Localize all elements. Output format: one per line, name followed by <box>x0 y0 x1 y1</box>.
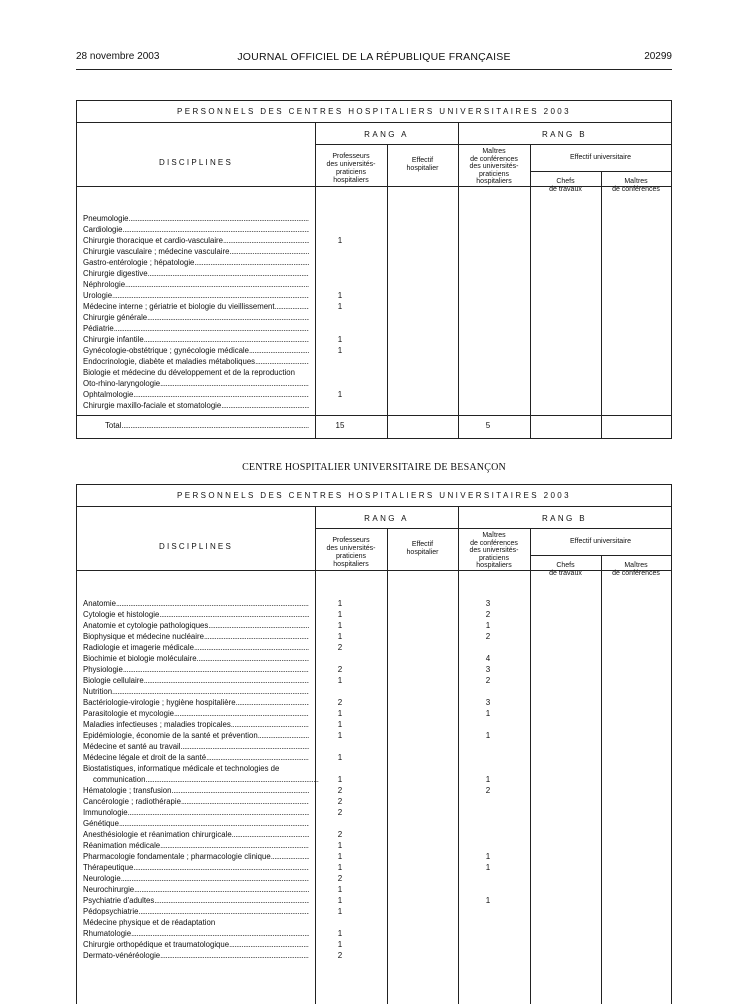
discipline-label: Nutrition ..... <box>83 686 309 697</box>
chefs-header-line: Chefs <box>556 562 575 569</box>
maitres-conf-header <box>601 562 671 578</box>
rang-a-value: 1 <box>337 621 343 630</box>
table-row <box>83 345 663 356</box>
discipline-label: Anatomie ..... <box>83 598 309 609</box>
rang-a-value: 1 <box>337 335 343 344</box>
rang-a-value: 2 <box>337 874 343 883</box>
disciplines-header: DISCIPLINES <box>159 158 233 167</box>
table-row <box>83 312 663 323</box>
rang-a-value: 2 <box>337 951 343 960</box>
discipline-label: Immunologie ..... <box>83 807 309 818</box>
table-row <box>83 796 663 807</box>
discipline-label: Parasitologie et mycologie ..... <box>83 708 309 719</box>
professeurs-header-line: Professeurs <box>332 153 370 160</box>
discipline-label: Chirurgie digestive ..... <box>83 268 309 279</box>
table-row <box>83 774 663 785</box>
maitres-conf-header-line: de conférences <box>612 186 660 193</box>
rang-rule <box>315 144 671 145</box>
discipline-label: Génétique ..... <box>83 818 309 829</box>
rang-a-value: 1 <box>337 852 343 861</box>
effectif-hospitalier-header-line: Effectif <box>411 157 434 164</box>
discipline-label: communication ..... <box>93 774 319 785</box>
rang-a-value: 1 <box>337 709 343 718</box>
table-row <box>83 895 663 906</box>
discipline-label: Psychiatrie d'adultes ..... <box>83 895 309 906</box>
rang-a-value: 1 <box>337 610 343 619</box>
table-row <box>83 664 663 675</box>
professeurs-header-line: Professeurs <box>332 537 370 544</box>
journal-title: JOURNAL OFFICIEL DE LA RÉPUBLIQUE FRANÇAISE <box>237 51 511 63</box>
table-row <box>83 884 663 895</box>
rang-b-value: 1 <box>485 863 491 872</box>
table-row <box>83 323 663 334</box>
maitres-header-line: hospitaliers <box>476 562 512 569</box>
table-title: PERSONNELS DES CENTRES HOSPITALIERS UNIVERSITAIRES 2003 <box>77 485 671 507</box>
discipline-label: Médecine physique et de réadaptation <box>83 918 216 927</box>
discipline-label: Biochimie et biologie moléculaire ..... <box>83 653 309 664</box>
table-row <box>83 367 663 378</box>
rang-a-value: 1 <box>337 390 343 399</box>
discipline-label: Bactériologie-virologie ; hygiène hospitalière ..... <box>83 697 309 708</box>
discipline-label: Ophtalmologie ..... <box>83 389 309 400</box>
disciplines-header: DISCIPLINES <box>159 542 233 551</box>
discipline-label: Biologie et médecine du développement et de la reproduction <box>83 368 295 377</box>
discipline-label: Rhumatologie ..... <box>83 928 309 939</box>
table-row <box>83 620 663 631</box>
rang-a-value: 1 <box>337 632 343 641</box>
discipline-label: Neurologie ..... <box>83 873 309 884</box>
rang-a-value: 2 <box>337 830 343 839</box>
rang-a-value: 1 <box>337 753 343 762</box>
maitres-header-line: praticiens <box>479 170 509 178</box>
discipline-label: Cardiologie ..... <box>83 224 309 235</box>
discipline-label: Radiologie et imagerie médicale ..... <box>83 642 309 653</box>
table-title: PERSONNELS DES CENTRES HOSPITALIERS UNIVERSITAIRES 2003 <box>77 101 671 123</box>
effectif-universitaire-header: Effectif universitaire <box>570 538 631 545</box>
rang-a-value: 2 <box>337 797 343 806</box>
rang-a-value: 1 <box>337 863 343 872</box>
table-chu-besancon <box>76 484 672 1004</box>
effectif-hospitalier-header-line: hospitalier <box>406 165 439 172</box>
table-row <box>83 257 663 268</box>
maitres-header-line: Maîtres <box>482 532 506 539</box>
rang-a-value: 1 <box>337 940 343 949</box>
table-row <box>83 686 663 697</box>
discipline-label: Biostatistiques, informatique médicale et technologies de <box>83 764 280 773</box>
table-row <box>83 301 663 312</box>
discipline-label: Chirurgie générale ..... <box>83 312 309 323</box>
discipline-label: Physiologie ..... <box>83 664 309 675</box>
maitres-header-line: hospitaliers <box>476 178 512 185</box>
table-row <box>83 213 663 224</box>
table-row <box>83 389 663 400</box>
discipline-label: Pharmacologie fondamentale ; pharmacologie clinique ..... <box>83 851 309 862</box>
rang-a-value: 1 <box>337 885 343 894</box>
maitres-conf-header-line: de conférences <box>612 570 660 577</box>
rang-a-value: 1 <box>337 291 343 300</box>
rang-b-value: 3 <box>485 665 491 674</box>
publication-date: 28 novembre 2003 <box>76 51 160 62</box>
discipline-label: Endocrinologie, diabète et maladies métaboliques ..... <box>83 356 309 367</box>
table-row <box>83 356 663 367</box>
table-row <box>83 851 663 862</box>
total-rang-b: 5 <box>485 421 491 430</box>
table-row <box>83 741 663 752</box>
rang-b-header: RANG B <box>541 130 588 139</box>
rang-a-value: 1 <box>337 896 343 905</box>
table-row <box>83 653 663 664</box>
total-rang-a: 15 <box>335 421 345 430</box>
discipline-label: Gastro-entérologie ; hépatologie ..... <box>83 257 309 268</box>
table-row <box>83 917 663 928</box>
total-rule <box>77 415 671 416</box>
rang-a-value: 1 <box>337 676 343 685</box>
table-row <box>83 268 663 279</box>
effectif-universitaire-header: Effectif universitaire <box>570 154 631 161</box>
rang-b-value: 1 <box>485 775 491 784</box>
rang-a-value: 2 <box>337 698 343 707</box>
rang-a-value: 2 <box>337 665 343 674</box>
rang-a-value: 1 <box>337 599 343 608</box>
table-row <box>83 334 663 345</box>
professeurs-header-line: praticiens <box>336 553 366 560</box>
rang-b-value: 1 <box>485 896 491 905</box>
rang-b-value: 2 <box>485 610 491 619</box>
table-row <box>83 400 663 411</box>
total-label: Total ..... <box>105 420 309 431</box>
maitres-header-line: des universités- <box>469 163 519 170</box>
rang-b-value: 1 <box>485 709 491 718</box>
discipline-label: Chirurgie maxillo-faciale et stomatologie ..... <box>83 400 309 411</box>
professeurs-header-line: des universités- <box>326 161 376 168</box>
table-row <box>83 675 663 686</box>
rang-b-value: 3 <box>485 698 491 707</box>
chefs-header-line: de travaux <box>549 186 582 193</box>
table-row <box>83 378 663 389</box>
table-row <box>83 873 663 884</box>
rang-a-value: 2 <box>337 808 343 817</box>
professeurs-header-line: hospitaliers <box>333 177 369 184</box>
table-chu-2003-top <box>76 100 672 439</box>
discipline-label: Anesthésiologie et réanimation chirurgicale ..... <box>83 829 309 840</box>
table-row <box>83 697 663 708</box>
effectif-hospitalier-header-line: hospitalier <box>406 549 439 556</box>
discipline-label: Neurochirurgie ..... <box>83 884 309 895</box>
maitres-header-line: praticiens <box>479 554 509 562</box>
table-row <box>83 906 663 917</box>
table-row <box>83 752 663 763</box>
rang-b-value: 2 <box>485 632 491 641</box>
professeurs-header <box>315 153 387 185</box>
header-rule <box>76 69 672 70</box>
rang-a-value: 2 <box>337 643 343 652</box>
discipline-label: Médecine légale et droit de la santé ..... <box>83 752 309 763</box>
discipline-label: Chirurgie thoracique et cardio-vasculaire ..... <box>83 235 309 246</box>
table-row <box>83 785 663 796</box>
rang-b-value: 1 <box>485 621 491 630</box>
table-row <box>83 862 663 873</box>
effectif-hospitalier-header <box>387 541 458 557</box>
maitres-conf-header-line: Maîtres <box>624 562 648 569</box>
professeurs-header <box>315 537 387 569</box>
discipline-label: Chirurgie vasculaire ; médecine vasculaire ..... <box>83 246 309 257</box>
discipline-label: Hématologie ; transfusion ..... <box>83 785 309 796</box>
rang-a-value: 1 <box>337 302 343 311</box>
discipline-label: Thérapeutique ..... <box>83 862 309 873</box>
rang-b-value: 4 <box>485 654 491 663</box>
discipline-label: Néphrologie ..... <box>83 279 309 290</box>
caption-chu-besancon: CENTRE HOSPITALIER UNIVERSITAIRE DE BESANÇON <box>242 462 506 473</box>
table-row <box>83 807 663 818</box>
professeurs-header-line: des universités- <box>326 545 376 552</box>
maitres-header-line: de conférences <box>470 539 518 547</box>
table-row <box>83 609 663 620</box>
discipline-label: Maladies infectieuses ; maladies tropicales ..... <box>83 719 309 730</box>
discipline-label: Oto-rhino-laryngologie ..... <box>83 378 309 389</box>
eff-univ-rule <box>530 171 671 172</box>
table-row <box>83 631 663 642</box>
page-number: 20299 <box>644 51 672 62</box>
chefs-header <box>530 178 601 194</box>
rang-rule <box>315 528 671 529</box>
maitres-header-line: des universités- <box>469 547 519 554</box>
table-row <box>83 708 663 719</box>
table-row <box>83 818 663 829</box>
maitres-conf-header <box>601 178 671 194</box>
discipline-label: Pneumologie ..... <box>83 213 309 224</box>
discipline-label: Cancérologie ; radiothérapie ..... <box>83 796 309 807</box>
table-row <box>83 939 663 950</box>
discipline-label: Chirurgie orthopédique et traumatologique ..... <box>83 939 309 950</box>
maitres-header-line: Maîtres <box>482 148 506 155</box>
rang-a-value: 1 <box>337 720 343 729</box>
chefs-header <box>530 562 601 578</box>
rang-a-value: 1 <box>337 841 343 850</box>
rang-a-value: 1 <box>337 929 343 938</box>
maitres-header-line: de conférences <box>470 155 518 163</box>
chefs-header-line: de travaux <box>549 570 582 577</box>
page-header <box>76 51 672 65</box>
table-row <box>83 290 663 301</box>
table-row <box>83 642 663 653</box>
discipline-label: Pédopsychiatrie ..... <box>83 906 309 917</box>
discipline-label: Anatomie et cytologie pathologiques ..... <box>83 620 309 631</box>
rang-b-value: 2 <box>485 676 491 685</box>
discipline-label: Urologie ..... <box>83 290 309 301</box>
discipline-label: Dermato-vénéréologie ..... <box>83 950 309 961</box>
rang-a-header: RANG A <box>364 130 409 139</box>
rang-b-value: 2 <box>485 786 491 795</box>
table-row <box>83 279 663 290</box>
discipline-label: Cytologie et histologie ..... <box>83 609 309 620</box>
professeurs-header-line: hospitaliers <box>333 561 369 568</box>
table-row <box>83 598 663 609</box>
rang-a-value: 1 <box>337 731 343 740</box>
table-row <box>83 763 663 774</box>
rang-b-value: 1 <box>485 731 491 740</box>
table-row <box>83 840 663 851</box>
rang-a-value: 1 <box>337 236 343 245</box>
discipline-label: Epidémiologie, économie de la santé et prévention ..... <box>83 730 309 741</box>
table-row <box>83 224 663 235</box>
discipline-label: Réanimation médicale ..... <box>83 840 309 851</box>
rang-b-header: RANG B <box>541 514 588 523</box>
discipline-label: Biophysique et médecine nucléaire ..... <box>83 631 309 642</box>
discipline-label: Biologie cellulaire ..... <box>83 675 309 686</box>
rang-a-value: 1 <box>337 775 343 784</box>
chefs-header-line: Chefs <box>556 178 575 185</box>
rang-a-value: 2 <box>337 786 343 795</box>
maitres-header <box>458 532 530 570</box>
effectif-hospitalier-header <box>387 157 458 173</box>
rang-b-value: 1 <box>485 852 491 861</box>
maitres-header <box>458 148 530 186</box>
total-row <box>83 420 663 431</box>
rang-b-value: 3 <box>485 599 491 608</box>
discipline-label: Médecine interne ; gériatrie et biologie du vieillissement ..... <box>83 301 309 312</box>
table-row <box>83 719 663 730</box>
discipline-label: Médecine et santé au travail ..... <box>83 741 309 752</box>
eff-univ-rule <box>530 555 671 556</box>
rang-a-value: 1 <box>337 907 343 916</box>
rang-a-value: 1 <box>337 346 343 355</box>
professeurs-header-line: praticiens <box>336 169 366 176</box>
maitres-conf-header-line: Maîtres <box>624 178 648 185</box>
table-row <box>83 950 663 961</box>
discipline-label: Gynécologie-obstétrique ; gynécologie médicale ..... <box>83 345 309 356</box>
table-row <box>83 246 663 257</box>
table-row <box>83 730 663 741</box>
discipline-label: Chirurgie infantile ..... <box>83 334 309 345</box>
table-row <box>83 928 663 939</box>
table-row <box>83 235 663 246</box>
rang-a-header: RANG A <box>364 514 409 523</box>
discipline-label: Pédiatrie ..... <box>83 323 309 334</box>
effectif-hospitalier-header-line: Effectif <box>411 541 434 548</box>
table-row <box>83 829 663 840</box>
